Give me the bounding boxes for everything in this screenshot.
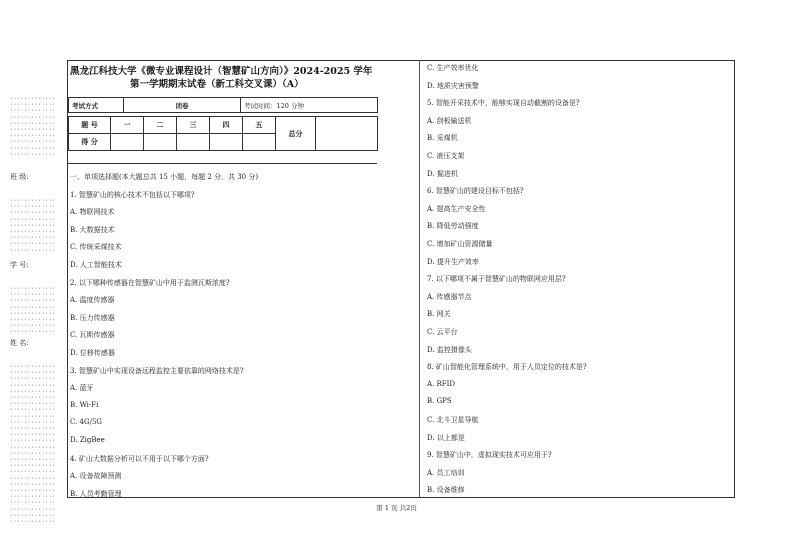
question-stem: 9. 智慧矿山中，虚拟现实技术可应用于? (427, 451, 552, 460)
answer-option: B. 采煤机 (427, 134, 458, 143)
section-header: 三 (177, 117, 210, 134)
answer-option: C. 生产效率优化 (427, 64, 479, 72)
question-stem: 8. 矿山智能化管理系统中，用于人员定位的技术是? (427, 363, 587, 372)
question-stem: 5. 智能开采技术中，能够实现自动截割的设备是? (427, 99, 580, 108)
score-cell (111, 134, 144, 151)
answer-option: C. 液压支架 (427, 152, 465, 160)
name-label: 姓 名: (10, 339, 29, 347)
exam-method-label: 考试方式 (69, 98, 124, 113)
binding-dots-top: ············· ············· ············· ············· ············· ············· ············· ············· ············· ············· (10, 96, 56, 158)
score-cell (210, 134, 243, 151)
answer-option: B. 降低劳动强度 (427, 222, 479, 231)
question-stem: 3. 智慧矿山中实现设备远程监控主要依靠的网络技术是? (70, 366, 244, 375)
answer-option: C. 云平台 (427, 328, 458, 336)
answer-option: B. GPS (427, 397, 452, 406)
section-heading: 一、单项选择题(本大题总共 15 小题，每题 2 分，共 30 分) (70, 173, 259, 181)
section-header: 五 (243, 117, 276, 134)
question-stem: 1. 智慧矿山的核心技术不包括以下哪项? (70, 190, 195, 199)
column-divider (419, 60, 420, 498)
exam-title-line1: 黑龙江科技大学《微专业课程设计（智慧矿山方向）》2024-2025 学年 (70, 66, 373, 77)
answer-option: B. Wi-Fi (70, 400, 99, 409)
question-stem: 2. 以下哪种传感器在智慧矿山中用于监测瓦斯浓度? (70, 278, 230, 287)
exam-title-line2: 第一学期期末试卷（新工科交叉课）（A） (130, 79, 304, 90)
binding-dots-bottom: ············· ············· ············· ············· ············· ············· ············· ············· ············· ············· ············· ············· ············· ············· ············· ············· ············· ············· ············· ············· ············· ············· ············· ············· ············· ············· (10, 364, 56, 526)
answer-option: A. 传感器节点 (427, 292, 472, 301)
score-cell (243, 134, 276, 151)
answer-option: D. 监控摄像头 (427, 345, 472, 354)
header-rule (68, 163, 377, 164)
answer-option: A. 员工培训 (427, 468, 465, 477)
exam-method-value: 闭卷 (124, 98, 241, 113)
question-stem: 7. 以下哪项不属于智慧矿山的物联网应用层? (427, 275, 566, 284)
answer-option: C. 4G/5G (70, 418, 103, 427)
answer-option: A. 物联网技术 (70, 208, 115, 217)
answer-option: B. 大数据技术 (70, 225, 115, 234)
answer-option: D. 地质灾害预警 (427, 81, 479, 90)
answer-option: A. 设备故障预测 (70, 472, 122, 481)
question-stem: 6. 智慧矿山的建设目标不包括? (427, 187, 524, 196)
answer-option: A. RFID (427, 379, 456, 388)
question-no-label: 题 号 (69, 117, 111, 134)
answer-option: D. 人工智能技术 (70, 260, 122, 269)
answer-option: C. 传统采煤技术 (70, 243, 122, 252)
answer-option: A. 提高生产安全性 (427, 204, 486, 213)
answer-option: A. 刮板输送机 (427, 116, 472, 125)
total-score-label: 总分 (276, 117, 316, 151)
answer-option: B. 网关 (427, 310, 451, 319)
score-cell (177, 134, 210, 151)
binding-dots-mid2: ············· ············· ············· ············· ············· ············· ············· ············· (10, 286, 56, 336)
answer-option: D. ZigBee (70, 435, 105, 444)
total-score-cell (316, 117, 378, 151)
answer-option: C. 增加矿山资源储量 (427, 240, 493, 248)
answer-option: B. 人员考勤管理 (70, 489, 122, 498)
exam-info-table (68, 97, 378, 113)
answer-option: B. 压力传感器 (70, 313, 115, 322)
page-footer: 第 1 页 共2页 (376, 504, 417, 512)
answer-option: C. 瓦斯传感器 (70, 331, 115, 340)
score-cell (144, 134, 177, 151)
answer-option: A. 温度传感器 (70, 296, 115, 305)
question-stem: 4. 矿山大数据分析可以不用于以下哪个方面? (70, 454, 209, 463)
section-header: 二 (144, 117, 177, 134)
answer-option: B. 设备维修 (427, 486, 465, 495)
answer-option: C. 北斗卫星导航 (427, 416, 479, 424)
exam-time: 考试时间：120 分钟 (241, 98, 378, 113)
answer-option: D. 提升生产效率 (427, 257, 479, 266)
answer-option: A. 蓝牙 (70, 384, 94, 393)
answer-option: D. 以上都是 (427, 433, 465, 442)
section-header: 四 (210, 117, 243, 134)
answer-option: D. 掘进机 (427, 169, 458, 178)
score-row-label: 得 分 (69, 134, 111, 151)
section-header: 一 (111, 117, 144, 134)
class-label: 班 级: (10, 173, 29, 181)
binding-dots-mid1: ············· ············· ············· ············· ············· ············· ············· ············· ············· (10, 198, 56, 254)
student-id-label: 学 号: (10, 261, 29, 269)
score-table (68, 116, 378, 151)
answer-option: D. 位移传感器 (70, 348, 115, 357)
